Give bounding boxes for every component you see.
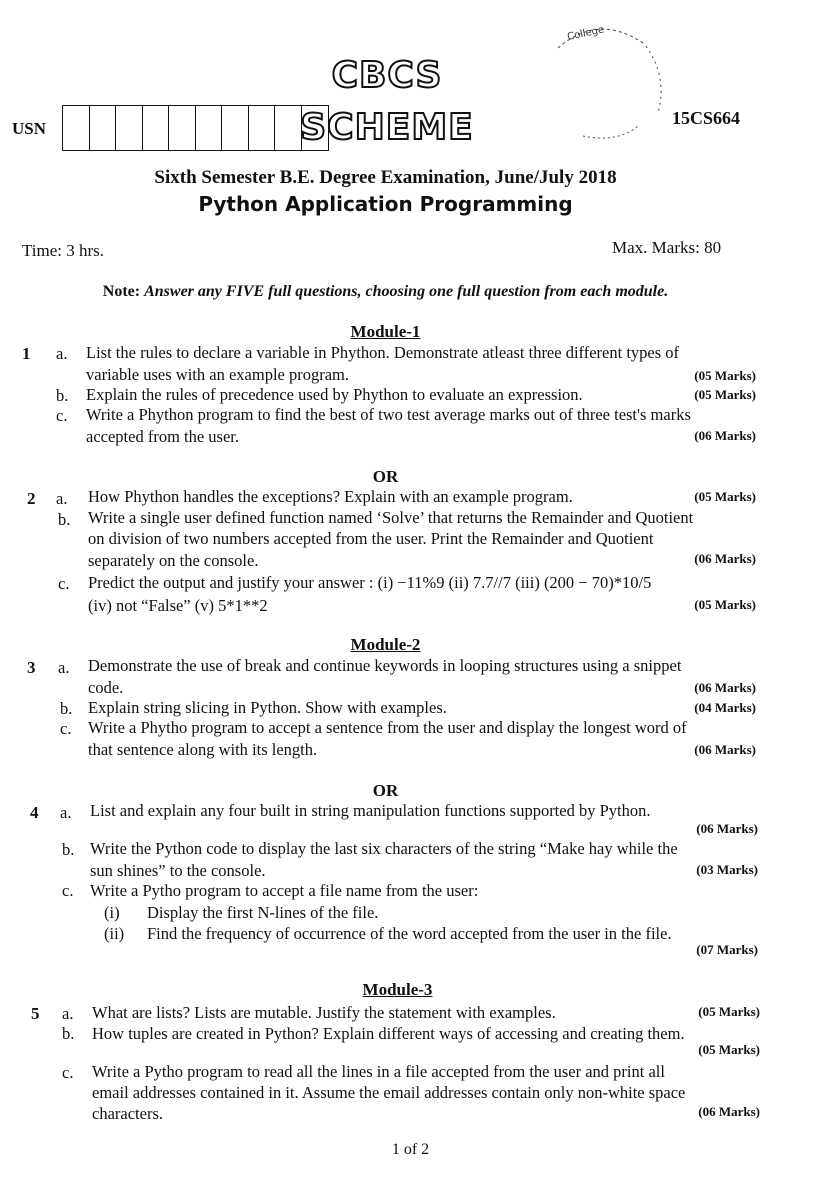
module-1-heading: Module-1: [350, 322, 421, 341]
marks-label: (05 Marks): [694, 489, 756, 504]
sub-label: a.: [62, 1004, 74, 1023]
question-text: Write the Python code to display the last six characters of the string “Make hay while the: [90, 839, 678, 858]
or-divider: OR: [372, 467, 399, 486]
question-text: (iv) not “False” (v) 5*1**2: [88, 596, 268, 615]
question-text: Write a Phytho program to accept a sentence from the user and display the longest word of: [88, 718, 687, 737]
sub-label: b.: [62, 1024, 75, 1043]
sub-label: a.: [56, 344, 68, 363]
sub-label: b.: [56, 386, 69, 405]
marks-label: (06 Marks): [698, 1104, 760, 1119]
question-text: How tuples are created in Python? Explain different ways of accessing and creating them.: [92, 1024, 685, 1043]
sub-label: b.: [62, 840, 75, 859]
max-marks: Max. Marks: 80: [612, 238, 722, 257]
cbcs-scheme-logo: CBCS SCHEME: [300, 55, 474, 148]
question-number: 3: [27, 658, 36, 677]
sub-label: a.: [56, 489, 68, 508]
question-text: Demonstrate the use of break and continue keywords in looping structures using a snippet: [88, 656, 682, 675]
question-text: List the rules to declare a variable in Phython. Demonstrate atleast three different types of: [86, 343, 680, 362]
usn-digit-box[interactable]: [143, 106, 170, 150]
marks-label: (05 Marks): [698, 1042, 760, 1057]
question-text: code.: [88, 678, 124, 697]
course-title: Python Application Programming: [198, 192, 573, 216]
svg-text:College: College: [566, 24, 606, 43]
question-text: sun shines” to the console.: [90, 861, 266, 880]
course-code: 15CS664: [672, 108, 741, 128]
note-text: Answer any FIVE full questions, choosing one full question from each module.: [144, 283, 669, 300]
item-label: (ii): [104, 924, 125, 943]
college-seal-stamp: [528, 18, 668, 142]
question-text: variable uses with an example program.: [86, 365, 349, 384]
marks-label: (05 Marks): [698, 1004, 760, 1019]
module-2-heading: Module-2: [350, 635, 421, 654]
sub-label: a.: [58, 658, 70, 677]
sub-label: b.: [60, 699, 73, 718]
usn-digit-box[interactable]: [275, 106, 302, 150]
exam-title: Sixth Semester B.E. Degree Examination, June/July 2018: [154, 167, 617, 188]
marks-label: (04 Marks): [694, 700, 756, 715]
question-text: Predict the output and justify your answer : (i) −11%9 (ii) 7.7//7 (iii) (200 − 70)*10/5: [88, 573, 652, 592]
question-text: Write a single user defined function named ‘Solve’ that returns the Remainder and Quotient: [88, 508, 694, 527]
question-text: separately on the console.: [88, 551, 259, 570]
time-duration: Time: 3 hrs.: [22, 241, 105, 260]
marks-label: (06 Marks): [694, 551, 756, 566]
sub-label: c.: [62, 881, 74, 900]
question-number: 5: [31, 1004, 40, 1023]
question-text: characters.: [92, 1104, 163, 1123]
question-text: Explain string slicing in Python. Show with examples.: [88, 698, 447, 717]
question-text: Write a Phython program to find the best of two test average marks out of three test's marks: [86, 405, 691, 424]
or-divider: OR: [372, 781, 399, 800]
module-3-heading: Module-3: [362, 980, 433, 999]
usn-digit-box[interactable]: [63, 106, 90, 150]
usn-digit-box[interactable]: [116, 106, 143, 150]
usn-digit-box[interactable]: [222, 106, 249, 150]
question-text: What are lists? Lists are mutable. Justify the statement with examples.: [92, 1003, 556, 1022]
usn-input-boxes[interactable]: [62, 105, 329, 151]
sub-label: a.: [60, 803, 72, 822]
item-text: Display the first N-lines of the file.: [147, 903, 379, 922]
marks-label: (03 Marks): [696, 862, 758, 877]
marks-label: (05 Marks): [694, 387, 756, 402]
page-number: 1 of 2: [391, 1141, 430, 1158]
marks-label: (06 Marks): [694, 742, 756, 757]
question-text: email addresses contained in it. Assume the email addresses contain only non-white space: [92, 1083, 686, 1102]
marks-label: (06 Marks): [694, 680, 756, 695]
question-text: How Phython handles the exceptions? Explain with an example program.: [88, 487, 573, 506]
question-text: accepted from the user.: [86, 427, 240, 446]
usn-digit-box[interactable]: [90, 106, 117, 150]
note-label: Note:: [102, 283, 141, 300]
question-text: that sentence along with its length.: [88, 740, 318, 759]
usn-digit-box[interactable]: [169, 106, 196, 150]
question-number: 1: [22, 344, 31, 363]
question-text: List and explain any four built in string manipulation functions supported by Python.: [90, 801, 651, 820]
marks-label: (06 Marks): [694, 428, 756, 443]
sub-label: c.: [62, 1063, 74, 1082]
marks-label: (07 Marks): [696, 942, 758, 957]
usn-digit-box[interactable]: [196, 106, 223, 150]
usn-label: USN: [12, 119, 47, 138]
instructions-note: [0, 283, 771, 301]
marks-label: (05 Marks): [694, 597, 756, 612]
question-number: 4: [30, 803, 39, 822]
question-text: Write a Pytho program to accept a file name from the user:: [90, 881, 479, 900]
question-number: 2: [27, 489, 36, 508]
usn-digit-box[interactable]: [249, 106, 276, 150]
question-text: Write a Pytho program to read all the lines in a file accepted from the user and print all: [92, 1062, 665, 1081]
sub-label: c.: [58, 574, 70, 593]
question-text: Explain the rules of precedence used by Phython to evaluate an expression.: [86, 385, 583, 404]
sub-label: c.: [56, 406, 68, 425]
question-text: on division of two numbers accepted from the user. Print the Remainder and Quotient: [88, 529, 654, 548]
item-label: (i): [104, 903, 120, 922]
sub-label: c.: [60, 719, 72, 738]
marks-label: (06 Marks): [696, 821, 758, 836]
item-text: Find the frequency of occurrence of the word accepted from the user in the file.: [147, 924, 672, 943]
usn-digit-box[interactable]: [302, 106, 329, 150]
marks-label: (05 Marks): [694, 368, 756, 383]
sub-label: b.: [58, 510, 71, 529]
